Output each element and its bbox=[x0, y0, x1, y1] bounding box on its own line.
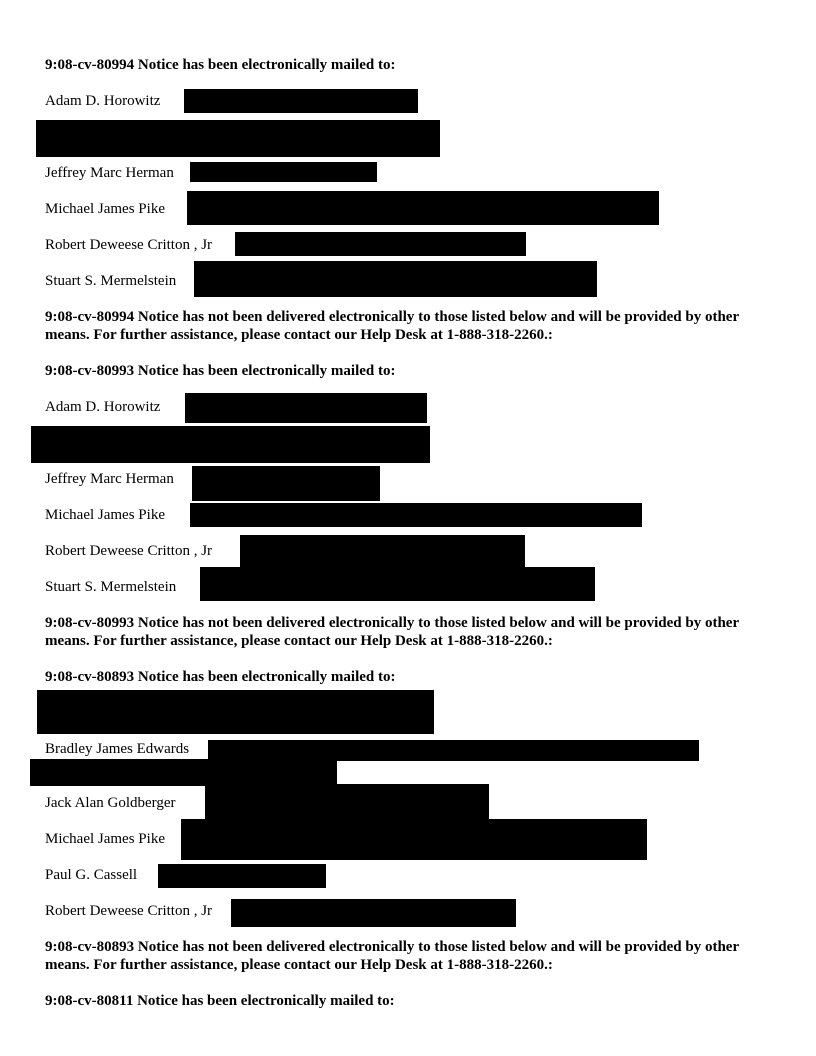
redaction-block bbox=[231, 899, 516, 927]
mailed-heading: 9:08-cv-80994 Notice has been electronically mailed to: bbox=[45, 57, 396, 73]
mailed-heading: 9:08-cv-80993 Notice has been electronically mailed to: bbox=[45, 363, 396, 379]
redaction-block bbox=[190, 503, 642, 527]
recipient-name: Adam D. Horowitz bbox=[45, 93, 161, 109]
redaction-block bbox=[31, 426, 430, 463]
mailed-heading: 9:08-cv-80811 Notice has been electronically mailed to: bbox=[45, 993, 395, 1009]
redaction-block bbox=[184, 89, 418, 113]
redaction-block bbox=[235, 232, 526, 256]
recipient-name: Stuart S. Mermelstein bbox=[45, 579, 177, 595]
recipient-name: Stuart S. Mermelstein bbox=[45, 273, 177, 289]
recipient-name: Michael James Pike bbox=[45, 507, 165, 523]
recipient-name: Jack Alan Goldberger bbox=[45, 795, 176, 811]
redaction-block bbox=[200, 567, 595, 601]
not-delivered-notice: 9:08-cv-80993 Notice has not been delivered electronically to those listed below and will be provided by other means. For further assistance, please contact our Help Desk at 1-888-318-2260.: bbox=[45, 615, 739, 649]
recipient-name: Bradley James Edwards bbox=[45, 741, 190, 757]
not-delivered-notice: 9:08-cv-80893 Notice has not been delivered electronically to those listed below and will be provided by other means. For further assistance, please contact our Help Desk at 1-888-318-2260.: bbox=[45, 939, 739, 973]
redaction-block bbox=[240, 535, 525, 568]
redaction-block bbox=[187, 191, 659, 225]
recipient-name: Jeffrey Marc Herman bbox=[45, 165, 174, 181]
mailed-heading: 9:08-cv-80893 Notice has been electronically mailed to: bbox=[45, 669, 396, 685]
redaction-block bbox=[37, 690, 434, 734]
recipient-name: Michael James Pike bbox=[45, 201, 165, 217]
redaction-block bbox=[192, 466, 380, 501]
redaction-block bbox=[205, 784, 489, 820]
recipient-name: Jeffrey Marc Herman bbox=[45, 471, 174, 487]
redaction-block bbox=[190, 162, 377, 182]
recipient-name: Adam D. Horowitz bbox=[45, 399, 161, 415]
recipient-name: Robert Deweese Critton , Jr bbox=[45, 237, 213, 253]
redaction-block bbox=[158, 864, 326, 888]
redaction-block bbox=[194, 261, 597, 297]
recipient-name: Paul G. Cassell bbox=[45, 867, 138, 883]
recipient-name: Michael James Pike bbox=[45, 831, 165, 847]
recipient-name: Robert Deweese Critton , Jr bbox=[45, 543, 213, 559]
redaction-block bbox=[185, 393, 427, 423]
redaction-block bbox=[208, 740, 699, 761]
redaction-block bbox=[30, 759, 337, 786]
redaction-block bbox=[181, 819, 647, 860]
not-delivered-notice: 9:08-cv-80994 Notice has not been delivered electronically to those listed below and will be provided by other means. For further assistance, please contact our Help Desk at 1-888-318-2260.: bbox=[45, 309, 739, 343]
redaction-block bbox=[36, 120, 440, 157]
recipient-name: Robert Deweese Critton , Jr bbox=[45, 903, 213, 919]
